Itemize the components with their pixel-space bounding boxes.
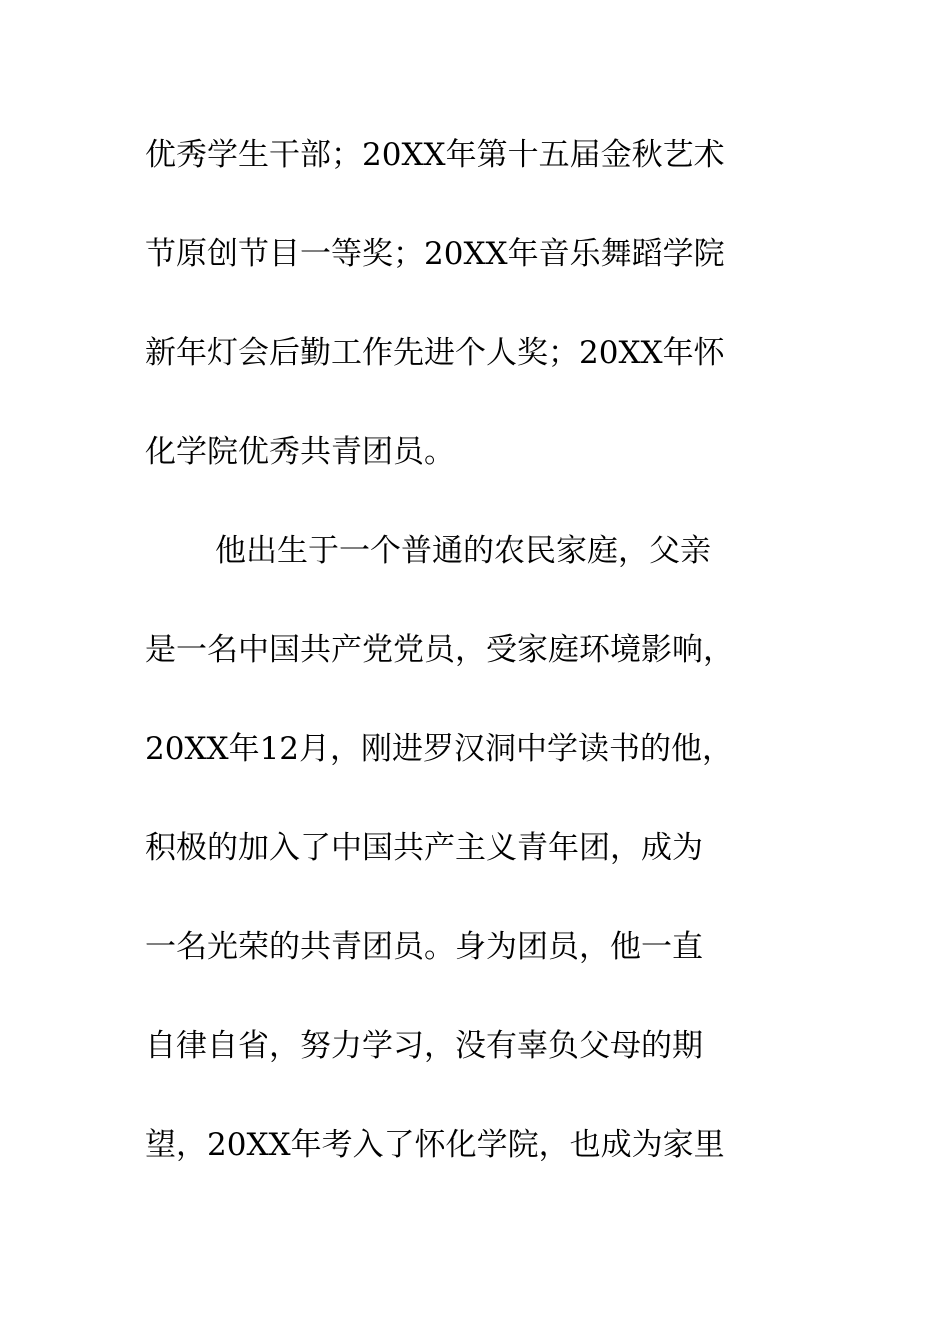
text-line: 优秀学生干部；20XX年第十五届金秋艺术 xyxy=(145,137,725,173)
paragraph-first-line: 他出生于一个普通的农民家庭，父亲 xyxy=(215,533,711,569)
body-text xyxy=(145,125,805,1214)
text-line: 节原创节目一等奖；20XX年音乐舞蹈学院 xyxy=(145,236,725,272)
text-line: 望，20XX年考入了怀化学院，也成为家里 xyxy=(145,1127,725,1163)
text-line: 一名光荣的共青团员。身为团员，他一直 xyxy=(145,929,703,965)
text-line: 20XX年12月，刚进罗汉洞中学读书的他， xyxy=(145,731,734,767)
text-line: 积极的加入了中国共产主义青年团，成为 xyxy=(145,830,703,866)
text-line: 是一名中国共产党党员，受家庭环境影响， xyxy=(145,632,734,668)
text-line: 化学院优秀共青团员。 xyxy=(145,434,455,470)
text-line: 新年灯会后勤工作先进个人奖；20XX年怀 xyxy=(145,335,725,371)
text-line: 自律自省，努力学习，没有辜负父母的期 xyxy=(145,1028,703,1064)
